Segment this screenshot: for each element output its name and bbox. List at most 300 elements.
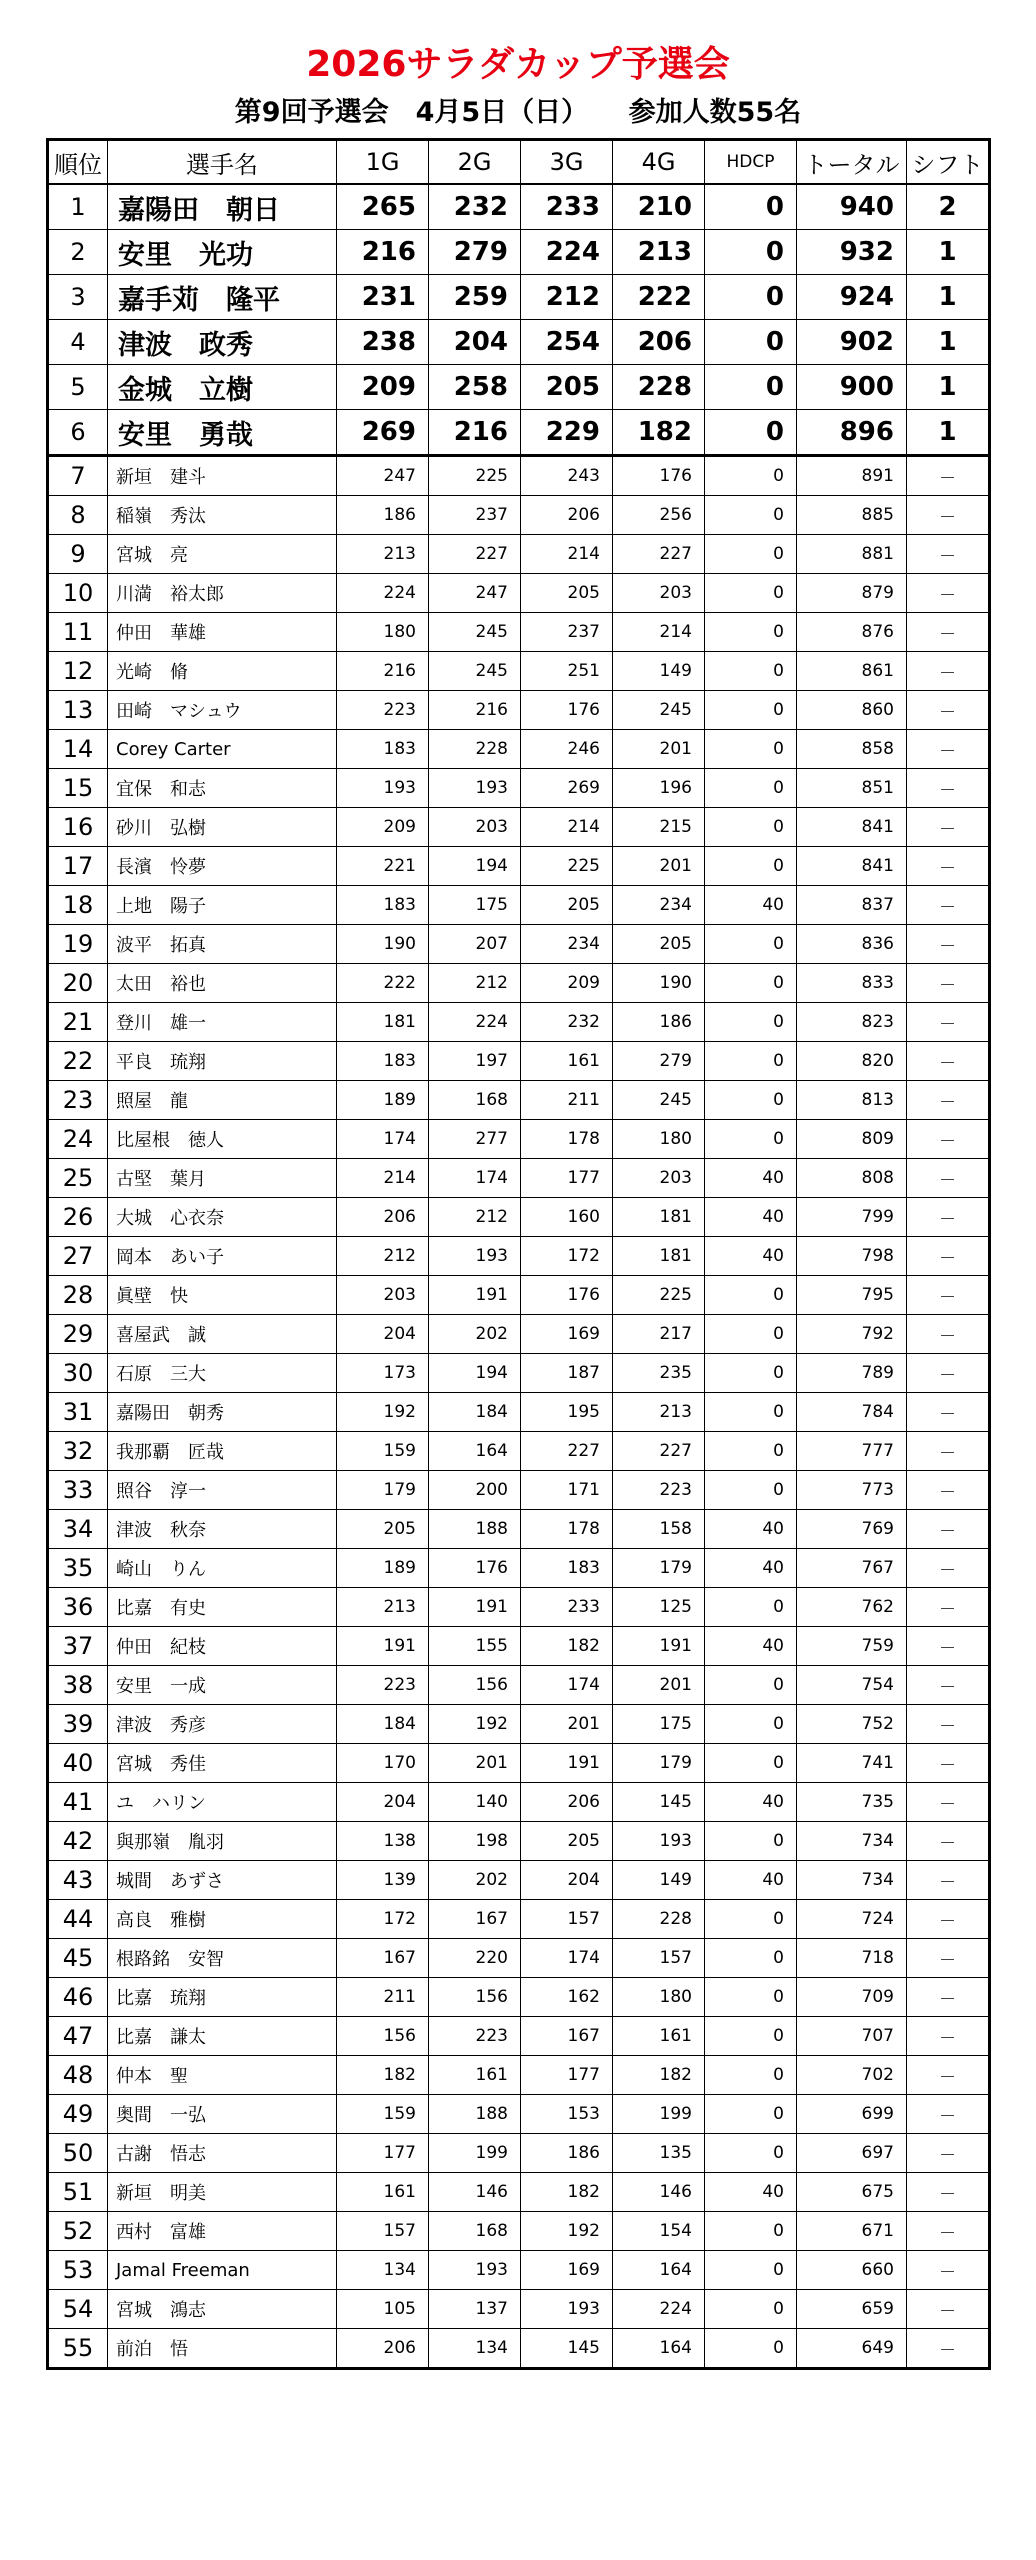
cell-player-name: 長濱 怜夢 <box>108 847 337 886</box>
cell-shift: 1 <box>907 275 990 320</box>
cell-shift: － <box>907 574 990 613</box>
cell-hdcp: 0 <box>705 769 797 808</box>
cell-player-name: 津波 政秀 <box>108 320 337 365</box>
cell-shift: － <box>907 2329 990 2369</box>
cell-game3: 169 <box>521 2251 613 2290</box>
cell-game3: 157 <box>521 1900 613 1939</box>
cell-rank: 37 <box>48 1627 108 1666</box>
cell-rank: 20 <box>48 964 108 1003</box>
cell-hdcp: 0 <box>705 1276 797 1315</box>
cell-game3: 201 <box>521 1705 613 1744</box>
cell-hdcp: 0 <box>705 410 797 456</box>
cell-game4: 227 <box>613 535 705 574</box>
cell-shift: － <box>907 1198 990 1237</box>
cell-total: 861 <box>797 652 907 691</box>
cell-shift: － <box>907 652 990 691</box>
cell-game1: 174 <box>337 1120 429 1159</box>
cell-player-name: 喜屋武 誠 <box>108 1315 337 1354</box>
cell-player-name: 照屋 龍 <box>108 1081 337 1120</box>
cell-total: 833 <box>797 964 907 1003</box>
cell-shift: － <box>907 847 990 886</box>
cell-game3: 206 <box>521 496 613 535</box>
cell-game3: 172 <box>521 1237 613 1276</box>
cell-hdcp: 0 <box>705 1315 797 1354</box>
cell-game1: 173 <box>337 1354 429 1393</box>
cell-rank: 38 <box>48 1666 108 1705</box>
cell-game2: 156 <box>429 1978 521 2017</box>
cell-rank: 54 <box>48 2290 108 2329</box>
cell-total: 741 <box>797 1744 907 1783</box>
cell-game2: 168 <box>429 1081 521 1120</box>
cell-hdcp: 0 <box>705 496 797 535</box>
cell-rank: 30 <box>48 1354 108 1393</box>
cell-player-name: 宮城 秀佳 <box>108 1744 337 1783</box>
cell-shift: － <box>907 1315 990 1354</box>
cell-player-name: 古謝 悟志 <box>108 2134 337 2173</box>
cell-game1: 183 <box>337 1042 429 1081</box>
cell-shift: － <box>907 1120 990 1159</box>
cell-shift: － <box>907 1978 990 2017</box>
cell-game1: 172 <box>337 1900 429 1939</box>
cell-player-name: 奥間 一弘 <box>108 2095 337 2134</box>
cell-shift: 1 <box>907 320 990 365</box>
cell-rank: 21 <box>48 1003 108 1042</box>
cell-player-name: 嘉陽田 朝秀 <box>108 1393 337 1432</box>
cell-rank: 22 <box>48 1042 108 1081</box>
column-header-shift: シフト <box>907 140 990 185</box>
cell-rank: 48 <box>48 2056 108 2095</box>
cell-player-name: 登川 雄一 <box>108 1003 337 1042</box>
cell-game4: 179 <box>613 1549 705 1588</box>
cell-total: 769 <box>797 1510 907 1549</box>
cell-game2: 245 <box>429 613 521 652</box>
cell-game3: 211 <box>521 1081 613 1120</box>
table-row <box>48 1471 990 1510</box>
cell-game4: 157 <box>613 1939 705 1978</box>
table-row <box>48 1003 990 1042</box>
results-body <box>48 184 990 2369</box>
cell-total: 784 <box>797 1393 907 1432</box>
table-row <box>48 769 990 808</box>
cell-rank: 36 <box>48 1588 108 1627</box>
cell-game4: 182 <box>613 410 705 456</box>
cell-shift: － <box>907 886 990 925</box>
cell-game3: 178 <box>521 1120 613 1159</box>
cell-shift: － <box>907 456 990 496</box>
cell-game1: 184 <box>337 1705 429 1744</box>
cell-game1: 205 <box>337 1510 429 1549</box>
cell-game3: 234 <box>521 925 613 964</box>
cell-game1: 223 <box>337 1666 429 1705</box>
cell-hdcp: 0 <box>705 613 797 652</box>
cell-game1: 157 <box>337 2212 429 2251</box>
cell-hdcp: 40 <box>705 1237 797 1276</box>
cell-game1: 206 <box>337 1198 429 1237</box>
cell-rank: 31 <box>48 1393 108 1432</box>
cell-hdcp: 0 <box>705 184 797 230</box>
cell-game3: 169 <box>521 1315 613 1354</box>
cell-game4: 214 <box>613 613 705 652</box>
page-title: 2026サラダカップ予選会 <box>306 44 730 85</box>
table-row <box>48 847 990 886</box>
column-header-total: トータル <box>797 140 907 185</box>
cell-game2: 224 <box>429 1003 521 1042</box>
cell-shift: － <box>907 1159 990 1198</box>
cell-game3: 171 <box>521 1471 613 1510</box>
cell-total: 754 <box>797 1666 907 1705</box>
cell-rank: 51 <box>48 2173 108 2212</box>
cell-shift: － <box>907 2134 990 2173</box>
cell-game4: 245 <box>613 691 705 730</box>
cell-game4: 201 <box>613 1666 705 1705</box>
cell-hdcp: 0 <box>705 230 797 275</box>
cell-game4: 201 <box>613 730 705 769</box>
table-header-row <box>48 140 990 185</box>
cell-game1: 221 <box>337 847 429 886</box>
cell-rank: 8 <box>48 496 108 535</box>
cell-rank: 32 <box>48 1432 108 1471</box>
cell-hdcp: 40 <box>705 1783 797 1822</box>
cell-hdcp: 0 <box>705 2212 797 2251</box>
cell-game2: 176 <box>429 1549 521 1588</box>
cell-total: 885 <box>797 496 907 535</box>
cell-game3: 182 <box>521 1627 613 1666</box>
cell-game4: 205 <box>613 925 705 964</box>
cell-game2: 204 <box>429 320 521 365</box>
cell-shift: － <box>907 2017 990 2056</box>
cell-shift: － <box>907 1588 990 1627</box>
cell-game4: 228 <box>613 365 705 410</box>
cell-total: 924 <box>797 275 907 320</box>
cell-game1: 161 <box>337 2173 429 2212</box>
cell-game4: 196 <box>613 769 705 808</box>
cell-game3: 225 <box>521 847 613 886</box>
cell-total: 808 <box>797 1159 907 1198</box>
cell-hdcp: 0 <box>705 1393 797 1432</box>
cell-shift: － <box>907 1627 990 1666</box>
cell-total: 841 <box>797 808 907 847</box>
cell-total: 900 <box>797 365 907 410</box>
table-row <box>48 365 990 410</box>
cell-game2: 198 <box>429 1822 521 1861</box>
cell-game4: 146 <box>613 2173 705 2212</box>
cell-rank: 42 <box>48 1822 108 1861</box>
cell-game4: 154 <box>613 2212 705 2251</box>
cell-game1: 203 <box>337 1276 429 1315</box>
cell-hdcp: 0 <box>705 1042 797 1081</box>
cell-game2: 191 <box>429 1588 521 1627</box>
cell-hdcp: 40 <box>705 1510 797 1549</box>
cell-game3: 195 <box>521 1393 613 1432</box>
cell-game3: 214 <box>521 808 613 847</box>
table-row <box>48 808 990 847</box>
cell-game4: 158 <box>613 1510 705 1549</box>
cell-player-name: 平良 琉翔 <box>108 1042 337 1081</box>
cell-game2: 245 <box>429 652 521 691</box>
table-row <box>48 320 990 365</box>
cell-game2: 277 <box>429 1120 521 1159</box>
cell-game1: 216 <box>337 230 429 275</box>
cell-player-name: 照谷 淳一 <box>108 1471 337 1510</box>
table-row <box>48 1627 990 1666</box>
table-row <box>48 691 990 730</box>
cell-hdcp: 0 <box>705 2134 797 2173</box>
cell-shift: － <box>907 1666 990 1705</box>
table-row <box>48 613 990 652</box>
cell-game4: 190 <box>613 964 705 1003</box>
cell-total: 823 <box>797 1003 907 1042</box>
cell-game4: 227 <box>613 1432 705 1471</box>
cell-rank: 46 <box>48 1978 108 2017</box>
cell-rank: 49 <box>48 2095 108 2134</box>
cell-rank: 34 <box>48 1510 108 1549</box>
cell-hdcp: 0 <box>705 925 797 964</box>
cell-player-name: 安里 一成 <box>108 1666 337 1705</box>
cell-game4: 164 <box>613 2251 705 2290</box>
cell-total: 707 <box>797 2017 907 2056</box>
cell-game4: 176 <box>613 456 705 496</box>
cell-game3: 162 <box>521 1978 613 2017</box>
cell-hdcp: 0 <box>705 1705 797 1744</box>
cell-game2: 223 <box>429 2017 521 2056</box>
cell-player-name: 稲嶺 秀汰 <box>108 496 337 535</box>
cell-game4: 149 <box>613 1861 705 1900</box>
cell-shift: 1 <box>907 230 990 275</box>
cell-game2: 175 <box>429 886 521 925</box>
cell-rank: 44 <box>48 1900 108 1939</box>
cell-hdcp: 0 <box>705 1471 797 1510</box>
cell-game2: 228 <box>429 730 521 769</box>
cell-total: 789 <box>797 1354 907 1393</box>
cell-rank: 12 <box>48 652 108 691</box>
cell-total: 841 <box>797 847 907 886</box>
cell-game3: 251 <box>521 652 613 691</box>
table-row <box>48 1393 990 1432</box>
cell-rank: 1 <box>48 184 108 230</box>
cell-game4: 203 <box>613 1159 705 1198</box>
results-table <box>46 138 991 2370</box>
cell-hdcp: 0 <box>705 1120 797 1159</box>
table-row <box>48 184 990 230</box>
cell-game4: 235 <box>613 1354 705 1393</box>
table-row <box>48 886 990 925</box>
cell-hdcp: 0 <box>705 1666 797 1705</box>
cell-game3: 205 <box>521 574 613 613</box>
cell-rank: 39 <box>48 1705 108 1744</box>
cell-game1: 213 <box>337 535 429 574</box>
cell-rank: 24 <box>48 1120 108 1159</box>
cell-hdcp: 0 <box>705 1822 797 1861</box>
table-row <box>48 1588 990 1627</box>
cell-player-name: 石原 三大 <box>108 1354 337 1393</box>
cell-total: 675 <box>797 2173 907 2212</box>
cell-total: 671 <box>797 2212 907 2251</box>
cell-total: 820 <box>797 1042 907 1081</box>
cell-shift: － <box>907 808 990 847</box>
cell-game1: 186 <box>337 496 429 535</box>
cell-game2: 164 <box>429 1432 521 1471</box>
cell-player-name: 新垣 建斗 <box>108 456 337 496</box>
cell-game3: 160 <box>521 1198 613 1237</box>
table-row <box>48 1315 990 1354</box>
cell-game2: 167 <box>429 1900 521 1939</box>
cell-game2: 199 <box>429 2134 521 2173</box>
cell-total: 699 <box>797 2095 907 2134</box>
cell-game3: 176 <box>521 1276 613 1315</box>
cell-player-name: 比嘉 謙太 <box>108 2017 337 2056</box>
cell-game4: 180 <box>613 1120 705 1159</box>
column-header-game2: 2G <box>429 140 521 185</box>
cell-game1: 134 <box>337 2251 429 2290</box>
cell-game1: 179 <box>337 1471 429 1510</box>
cell-shift: － <box>907 1471 990 1510</box>
cell-game1: 159 <box>337 2095 429 2134</box>
cell-game2: 134 <box>429 2329 521 2369</box>
cell-hdcp: 0 <box>705 1354 797 1393</box>
cell-game3: 193 <box>521 2290 613 2329</box>
cell-hdcp: 0 <box>705 730 797 769</box>
cell-game4: 245 <box>613 1081 705 1120</box>
cell-game1: 189 <box>337 1549 429 1588</box>
cell-total: 879 <box>797 574 907 613</box>
cell-game4: 225 <box>613 1276 705 1315</box>
cell-hdcp: 0 <box>705 1003 797 1042</box>
cell-game3: 205 <box>521 1822 613 1861</box>
cell-total: 659 <box>797 2290 907 2329</box>
cell-total: 752 <box>797 1705 907 1744</box>
cell-rank: 33 <box>48 1471 108 1510</box>
cell-game3: 174 <box>521 1939 613 1978</box>
cell-shift: － <box>907 691 990 730</box>
table-row <box>48 275 990 320</box>
cell-game1: 238 <box>337 320 429 365</box>
cell-player-name: 城間 あずさ <box>108 1861 337 1900</box>
cell-game1: 183 <box>337 730 429 769</box>
cell-game4: 193 <box>613 1822 705 1861</box>
cell-game4: 224 <box>613 2290 705 2329</box>
cell-game4: 182 <box>613 2056 705 2095</box>
cell-game3: 182 <box>521 2173 613 2212</box>
cell-game3: 254 <box>521 320 613 365</box>
table-row <box>48 2329 990 2369</box>
cell-total: 858 <box>797 730 907 769</box>
cell-game3: 161 <box>521 1042 613 1081</box>
cell-game3: 233 <box>521 1588 613 1627</box>
cell-game1: 189 <box>337 1081 429 1120</box>
cell-game3: 153 <box>521 2095 613 2134</box>
cell-game2: 232 <box>429 184 521 230</box>
cell-game3: 205 <box>521 886 613 925</box>
cell-game2: 259 <box>429 275 521 320</box>
cell-hdcp: 0 <box>705 275 797 320</box>
cell-game3: 186 <box>521 2134 613 2173</box>
cell-total: 762 <box>797 1588 907 1627</box>
table-row <box>48 2251 990 2290</box>
cell-hdcp: 40 <box>705 1198 797 1237</box>
cell-game1: 190 <box>337 925 429 964</box>
cell-game2: 191 <box>429 1276 521 1315</box>
cell-game3: 232 <box>521 1003 613 1042</box>
cell-player-name: 仲田 華雄 <box>108 613 337 652</box>
cell-shift: － <box>907 1939 990 1978</box>
cell-shift: － <box>907 730 990 769</box>
cell-player-name: 宮城 鴻志 <box>108 2290 337 2329</box>
cell-total: 837 <box>797 886 907 925</box>
table-row <box>48 1120 990 1159</box>
cell-shift: － <box>907 2290 990 2329</box>
cell-total: 836 <box>797 925 907 964</box>
table-row <box>48 730 990 769</box>
cell-player-name: 眞壁 快 <box>108 1276 337 1315</box>
cell-player-name: 安里 光功 <box>108 230 337 275</box>
cell-shift: － <box>907 2212 990 2251</box>
cell-game2: 227 <box>429 535 521 574</box>
cell-player-name: 宜保 和志 <box>108 769 337 808</box>
cell-hdcp: 0 <box>705 1081 797 1120</box>
cell-game3: 167 <box>521 2017 613 2056</box>
cell-game3: 176 <box>521 691 613 730</box>
cell-total: 734 <box>797 1861 907 1900</box>
cell-game2: 188 <box>429 2095 521 2134</box>
cell-hdcp: 0 <box>705 2329 797 2369</box>
cell-shift: 2 <box>907 184 990 230</box>
cell-player-name: 仲本 聖 <box>108 2056 337 2095</box>
cell-rank: 11 <box>48 613 108 652</box>
cell-hdcp: 0 <box>705 2290 797 2329</box>
table-row <box>48 1783 990 1822</box>
cell-shift: － <box>907 1003 990 1042</box>
table-row <box>48 410 990 456</box>
cell-game3: 177 <box>521 1159 613 1198</box>
cell-game4: 217 <box>613 1315 705 1354</box>
cell-total: 773 <box>797 1471 907 1510</box>
cell-shift: － <box>907 1861 990 1900</box>
cell-total: 660 <box>797 2251 907 2290</box>
cell-game2: 202 <box>429 1315 521 1354</box>
cell-total: 767 <box>797 1549 907 1588</box>
cell-game1: 211 <box>337 1978 429 2017</box>
table-row <box>48 1744 990 1783</box>
cell-rank: 18 <box>48 886 108 925</box>
cell-game1: 231 <box>337 275 429 320</box>
cell-game4: 279 <box>613 1042 705 1081</box>
cell-rank: 13 <box>48 691 108 730</box>
cell-player-name: 崎山 りん <box>108 1549 337 1588</box>
cell-game4: 213 <box>613 230 705 275</box>
cell-game3: 192 <box>521 2212 613 2251</box>
cell-hdcp: 0 <box>705 847 797 886</box>
cell-rank: 47 <box>48 2017 108 2056</box>
cell-game3: 205 <box>521 365 613 410</box>
cell-rank: 29 <box>48 1315 108 1354</box>
cell-game1: 265 <box>337 184 429 230</box>
cell-game2: 194 <box>429 847 521 886</box>
cell-game1: 105 <box>337 2290 429 2329</box>
column-header-hdcp: HDCP <box>705 140 797 185</box>
cell-hdcp: 0 <box>705 1978 797 2017</box>
cell-player-name: 高良 雅樹 <box>108 1900 337 1939</box>
cell-rank: 2 <box>48 230 108 275</box>
cell-player-name: 金城 立樹 <box>108 365 337 410</box>
table-row <box>48 2212 990 2251</box>
cell-player-name: 根路銘 安智 <box>108 1939 337 1978</box>
table-row <box>48 1198 990 1237</box>
cell-hdcp: 0 <box>705 1939 797 1978</box>
cell-hdcp: 0 <box>705 2056 797 2095</box>
cell-rank: 15 <box>48 769 108 808</box>
cell-game3: 214 <box>521 535 613 574</box>
cell-shift: － <box>907 1783 990 1822</box>
